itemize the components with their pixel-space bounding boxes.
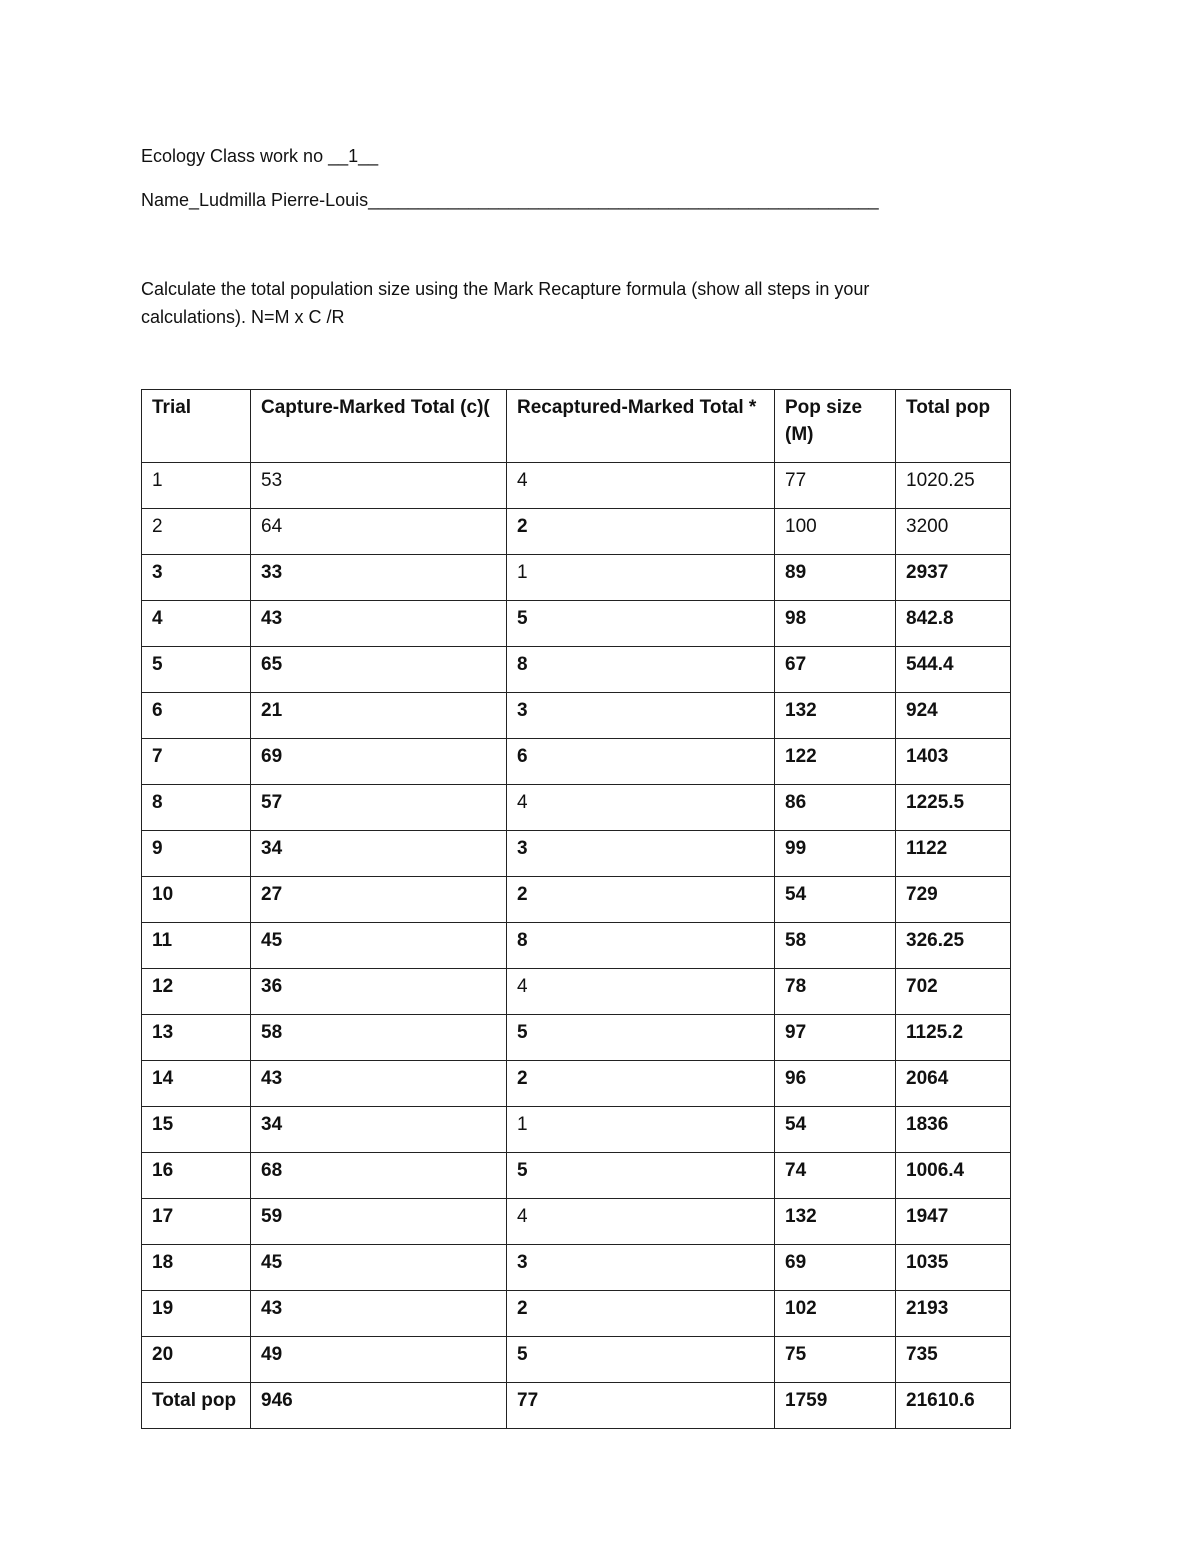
cell-recapture: 2 [507,509,775,555]
cell-total-pop: 1122 [896,831,1011,877]
cell-total-pop: 1403 [896,739,1011,785]
cell-trial: 4 [142,601,251,647]
table-row [142,1291,1011,1337]
cell-recapture: 8 [507,923,775,969]
table-row [142,923,1011,969]
cell-total-pop: 735 [896,1337,1011,1383]
table-total-row [142,1383,1011,1429]
worksheet-title: Ecology Class work no __1__ [141,146,379,166]
cell-recapture: 2 [507,1291,775,1337]
table-row [142,1199,1011,1245]
cell-capture: 43 [251,601,507,647]
cell-capture: 49 [251,1337,507,1383]
cell-pop-size: 132 [775,693,896,739]
cell-capture: 43 [251,1061,507,1107]
table-row [142,555,1011,601]
cell-pop-size: 102 [775,1291,896,1337]
cell-capture: 59 [251,1199,507,1245]
cell-capture: 33 [251,555,507,601]
instruction-line-1: Calculate the total population size using the Mark Recapture formula (show all steps in your [141,279,870,299]
cell-pop-size: 54 [775,877,896,923]
cell-pop-size: 86 [775,785,896,831]
cell-total-pop: 1125.2 [896,1015,1011,1061]
cell-capture: 64 [251,509,507,555]
mark-recapture-table [141,389,1011,1429]
cell-pop-size: 89 [775,555,896,601]
cell-pop-size: 75 [775,1337,896,1383]
total-recapture: 77 [507,1383,775,1429]
cell-total-pop: 842.8 [896,601,1011,647]
table-row [142,693,1011,739]
cell-recapture: 3 [507,693,775,739]
cell-capture: 65 [251,647,507,693]
cell-capture: 68 [251,1153,507,1199]
cell-pop-size: 58 [775,923,896,969]
cell-trial: 12 [142,969,251,1015]
cell-trial: 2 [142,509,251,555]
table-row [142,463,1011,509]
cell-capture: 27 [251,877,507,923]
cell-recapture: 5 [507,1015,775,1061]
table-row [142,1245,1011,1291]
cell-total-pop: 1035 [896,1245,1011,1291]
total-capture: 946 [251,1383,507,1429]
cell-total-pop: 2193 [896,1291,1011,1337]
table-row [142,1015,1011,1061]
cell-recapture: 2 [507,1061,775,1107]
cell-pop-size: 100 [775,509,896,555]
cell-trial: 10 [142,877,251,923]
cell-pop-size: 122 [775,739,896,785]
table-row [142,785,1011,831]
total-pop-size: 1759 [775,1383,896,1429]
cell-trial: 9 [142,831,251,877]
cell-recapture: 3 [507,1245,775,1291]
cell-trial: 11 [142,923,251,969]
cell-trial: 8 [142,785,251,831]
cell-trial: 3 [142,555,251,601]
cell-capture: 34 [251,1107,507,1153]
header-trial: Trial [142,390,251,463]
table-row [142,647,1011,693]
total-label: Total pop [142,1383,251,1429]
cell-total-pop: 1225.5 [896,785,1011,831]
table-row [142,1153,1011,1199]
header-pop-size: Pop size (M) [775,390,896,463]
cell-total-pop: 2937 [896,555,1011,601]
cell-capture: 36 [251,969,507,1015]
cell-trial: 16 [142,1153,251,1199]
cell-pop-size: 77 [775,463,896,509]
cell-pop-size: 69 [775,1245,896,1291]
cell-total-pop: 1836 [896,1107,1011,1153]
cell-pop-size: 132 [775,1199,896,1245]
header-recapture: Recaptured-Marked Total * [507,390,775,463]
cell-pop-size: 74 [775,1153,896,1199]
table-row [142,969,1011,1015]
cell-pop-size: 99 [775,831,896,877]
cell-total-pop: 544.4 [896,647,1011,693]
cell-capture: 45 [251,1245,507,1291]
cell-total-pop: 1020.25 [896,463,1011,509]
table-row [142,1337,1011,1383]
cell-trial: 15 [142,1107,251,1153]
cell-recapture: 5 [507,1337,775,1383]
cell-recapture: 6 [507,739,775,785]
table-row [142,739,1011,785]
table-row [142,509,1011,555]
cell-total-pop: 326.25 [896,923,1011,969]
cell-trial: 14 [142,1061,251,1107]
cell-recapture: 5 [507,1153,775,1199]
cell-recapture: 3 [507,831,775,877]
instruction-line-2: calculations). N=M x C /R [141,307,345,327]
cell-recapture: 4 [507,785,775,831]
cell-recapture: 4 [507,969,775,1015]
cell-trial: 5 [142,647,251,693]
cell-capture: 69 [251,739,507,785]
cell-pop-size: 54 [775,1107,896,1153]
cell-total-pop: 729 [896,877,1011,923]
header-total-pop: Total pop [896,390,1011,463]
header-capture: Capture-Marked Total (c)( [251,390,507,463]
cell-trial: 19 [142,1291,251,1337]
table-row [142,601,1011,647]
student-name-line: Name_Ludmilla Pierre-Louis___________________________________________________ [141,190,879,210]
cell-recapture: 2 [507,877,775,923]
cell-recapture: 5 [507,601,775,647]
total-total-pop: 21610.6 [896,1383,1011,1429]
cell-pop-size: 98 [775,601,896,647]
cell-capture: 58 [251,1015,507,1061]
cell-trial: 6 [142,693,251,739]
cell-recapture: 4 [507,463,775,509]
cell-recapture: 1 [507,555,775,601]
cell-capture: 34 [251,831,507,877]
cell-trial: 13 [142,1015,251,1061]
cell-total-pop: 1006.4 [896,1153,1011,1199]
cell-trial: 18 [142,1245,251,1291]
cell-capture: 57 [251,785,507,831]
cell-trial: 17 [142,1199,251,1245]
cell-capture: 43 [251,1291,507,1337]
cell-pop-size: 67 [775,647,896,693]
table-row [142,877,1011,923]
cell-capture: 21 [251,693,507,739]
cell-recapture: 8 [507,647,775,693]
table-row [142,1107,1011,1153]
cell-capture: 53 [251,463,507,509]
cell-total-pop: 924 [896,693,1011,739]
cell-total-pop: 702 [896,969,1011,1015]
cell-trial: 20 [142,1337,251,1383]
cell-total-pop: 1947 [896,1199,1011,1245]
table-row [142,1061,1011,1107]
table-row [142,831,1011,877]
table-header-row [142,390,1011,463]
cell-total-pop: 3200 [896,509,1011,555]
cell-total-pop: 2064 [896,1061,1011,1107]
cell-recapture: 1 [507,1107,775,1153]
cell-pop-size: 97 [775,1015,896,1061]
cell-trial: 1 [142,463,251,509]
cell-recapture: 4 [507,1199,775,1245]
cell-trial: 7 [142,739,251,785]
cell-pop-size: 96 [775,1061,896,1107]
cell-pop-size: 78 [775,969,896,1015]
cell-capture: 45 [251,923,507,969]
